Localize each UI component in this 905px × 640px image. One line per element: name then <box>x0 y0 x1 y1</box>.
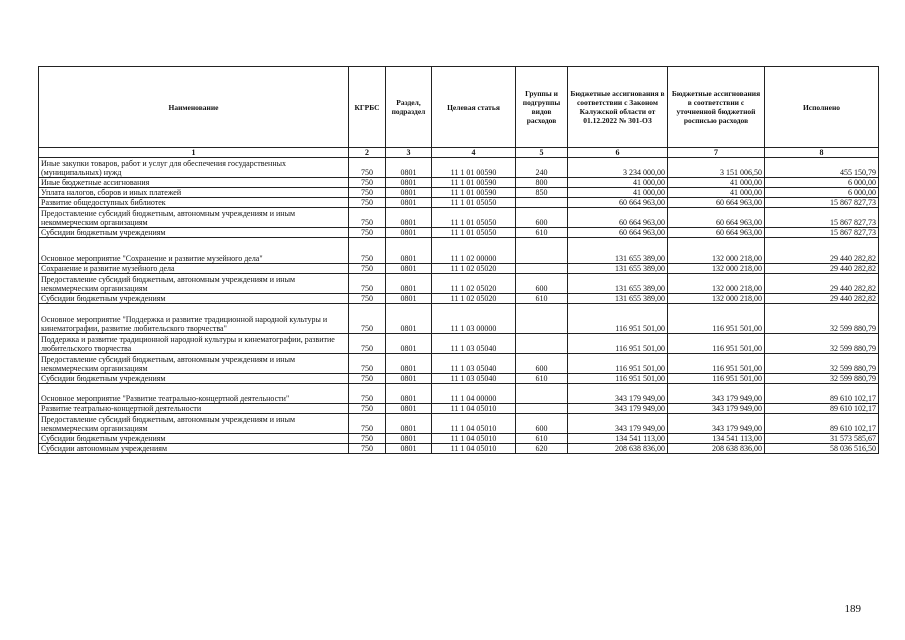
cell-executed-amount: 32 599 880,79 <box>765 354 879 374</box>
cell-kgrbs: 750 <box>349 198 386 208</box>
cell-group: 610 <box>516 228 568 238</box>
cell-law-amount: 131 655 389,00 <box>568 264 668 274</box>
cell-name: Предоставление субсидий бюджетным, автономным учреждениям и иным некоммерческим организациям <box>39 414 349 434</box>
cell-section: 0801 <box>386 158 432 178</box>
cell-target: 11 1 03 05040 <box>432 334 516 354</box>
cell-group <box>516 238 568 264</box>
cell-target: 11 1 01 00590 <box>432 188 516 198</box>
cell-kgrbs: 750 <box>349 384 386 404</box>
cell-target: 11 1 01 05050 <box>432 228 516 238</box>
cell-target: 11 1 01 00590 <box>432 158 516 178</box>
cell-refined-amount: 132 000 218,00 <box>668 238 765 264</box>
cell-group <box>516 404 568 414</box>
cell-executed-amount: 32 599 880,79 <box>765 304 879 334</box>
cell-group: 800 <box>516 178 568 188</box>
cell-section: 0801 <box>386 208 432 228</box>
cell-section: 0801 <box>386 294 432 304</box>
cell-target: 11 1 03 05040 <box>432 374 516 384</box>
cell-group <box>516 198 568 208</box>
cell-kgrbs: 750 <box>349 434 386 444</box>
cell-section: 0801 <box>386 374 432 384</box>
header-group: Группы и подгруппы видов расходов <box>516 67 568 148</box>
cell-kgrbs: 750 <box>349 404 386 414</box>
table-row <box>39 238 879 264</box>
cell-name: Субсидии бюджетным учреждениям <box>39 294 349 304</box>
cell-law-amount: 343 179 949,00 <box>568 414 668 434</box>
cell-kgrbs: 750 <box>349 354 386 374</box>
cell-law-amount: 3 234 000,00 <box>568 158 668 178</box>
cell-section: 0801 <box>386 334 432 354</box>
cell-name: Субсидии бюджетным учреждениям <box>39 374 349 384</box>
cell-refined-amount: 41 000,00 <box>668 188 765 198</box>
cell-kgrbs: 750 <box>349 208 386 228</box>
cell-law-amount: 41 000,00 <box>568 188 668 198</box>
cell-refined-amount: 3 151 006,50 <box>668 158 765 178</box>
header-refined: Бюджетные ассигнования в соответствии с уточненной бюджетной росписью расходов <box>668 67 765 148</box>
table-row <box>39 374 879 384</box>
column-number-row <box>39 148 879 158</box>
cell-name: Сохранение и развитие музейного дела <box>39 264 349 274</box>
cell-target: 11 1 04 05010 <box>432 444 516 454</box>
cell-executed-amount: 29 440 282,82 <box>765 294 879 304</box>
cell-executed-amount: 29 440 282,82 <box>765 274 879 294</box>
cell-executed-amount: 6 000,00 <box>765 188 879 198</box>
table-row <box>39 304 879 334</box>
cell-executed-amount: 32 599 880,79 <box>765 334 879 354</box>
table-row <box>39 384 879 404</box>
cell-name: Иные бюджетные ассигнования <box>39 178 349 188</box>
cell-section: 0801 <box>386 264 432 274</box>
cell-group <box>516 384 568 404</box>
cell-kgrbs: 750 <box>349 188 386 198</box>
cell-group: 600 <box>516 354 568 374</box>
cell-kgrbs: 750 <box>349 264 386 274</box>
cell-group: 610 <box>516 434 568 444</box>
cell-law-amount: 60 664 963,00 <box>568 228 668 238</box>
cell-refined-amount: 132 000 218,00 <box>668 264 765 274</box>
cell-kgrbs: 750 <box>349 374 386 384</box>
cell-executed-amount: 15 867 827,73 <box>765 198 879 208</box>
header-target: Целевая статья <box>432 67 516 148</box>
cell-refined-amount: 60 664 963,00 <box>668 228 765 238</box>
table-row <box>39 188 879 198</box>
cell-refined-amount: 343 179 949,00 <box>668 404 765 414</box>
cell-section: 0801 <box>386 404 432 414</box>
table-row <box>39 178 879 188</box>
header-executed: Исполнено <box>765 67 879 148</box>
header-law: Бюджетные ассигнования в соответствии с Законом Калужской области от 01.12.2022 № 301-ОЗ <box>568 67 668 148</box>
cell-kgrbs: 750 <box>349 158 386 178</box>
cell-target: 11 1 01 00590 <box>432 178 516 188</box>
cell-kgrbs: 750 <box>349 304 386 334</box>
cell-group <box>516 334 568 354</box>
cell-name: Субсидии бюджетным учреждениям <box>39 228 349 238</box>
cell-law-amount: 116 951 501,00 <box>568 354 668 374</box>
table-row <box>39 228 879 238</box>
cell-group: 600 <box>516 414 568 434</box>
cell-kgrbs: 750 <box>349 414 386 434</box>
header-name: Наименование <box>39 67 349 148</box>
cell-executed-amount: 89 610 102,17 <box>765 414 879 434</box>
cell-refined-amount: 60 664 963,00 <box>668 198 765 208</box>
table-row <box>39 274 879 294</box>
cell-law-amount: 131 655 389,00 <box>568 238 668 264</box>
cell-section: 0801 <box>386 434 432 444</box>
table-row <box>39 404 879 414</box>
cell-name: Субсидии бюджетным учреждениям <box>39 434 349 444</box>
budget-table <box>38 66 879 454</box>
cell-refined-amount: 134 541 113,00 <box>668 434 765 444</box>
cell-section: 0801 <box>386 178 432 188</box>
cell-section: 0801 <box>386 198 432 208</box>
table-row <box>39 434 879 444</box>
cell-target: 11 1 04 05010 <box>432 404 516 414</box>
cell-group: 620 <box>516 444 568 454</box>
cell-executed-amount: 89 610 102,17 <box>765 404 879 414</box>
col-number: 6 <box>568 148 668 158</box>
cell-target: 11 1 03 00000 <box>432 304 516 334</box>
cell-target: 11 1 04 05010 <box>432 414 516 434</box>
cell-target: 11 1 02 05020 <box>432 294 516 304</box>
cell-section: 0801 <box>386 188 432 198</box>
header-section: Раздел, подраздел <box>386 67 432 148</box>
cell-group: 600 <box>516 208 568 228</box>
cell-target: 11 1 01 05050 <box>432 198 516 208</box>
table-header <box>39 67 879 158</box>
cell-name: Основное мероприятие "Сохранение и развитие музейного дела" <box>39 238 349 264</box>
page-number: 189 <box>844 603 861 615</box>
cell-refined-amount: 60 664 963,00 <box>668 208 765 228</box>
cell-name: Иные закупки товаров, работ и услуг для обеспечения государственных (муниципальных) нужд <box>39 158 349 178</box>
cell-refined-amount: 132 000 218,00 <box>668 274 765 294</box>
cell-kgrbs: 750 <box>349 274 386 294</box>
cell-law-amount: 60 664 963,00 <box>568 198 668 208</box>
table-row <box>39 354 879 374</box>
cell-refined-amount: 343 179 949,00 <box>668 414 765 434</box>
cell-section: 0801 <box>386 274 432 294</box>
col-number: 7 <box>668 148 765 158</box>
table-body <box>39 158 879 454</box>
cell-law-amount: 131 655 389,00 <box>568 274 668 294</box>
cell-executed-amount: 15 867 827,73 <box>765 228 879 238</box>
cell-executed-amount: 6 000,00 <box>765 178 879 188</box>
cell-refined-amount: 132 000 218,00 <box>668 294 765 304</box>
table-row <box>39 158 879 178</box>
cell-group <box>516 304 568 334</box>
cell-name: Основное мероприятие "Развитие театрально-концертной деятельности" <box>39 384 349 404</box>
cell-group <box>516 264 568 274</box>
header-kgrbs: КГРБС <box>349 67 386 148</box>
cell-law-amount: 116 951 501,00 <box>568 374 668 384</box>
cell-kgrbs: 750 <box>349 334 386 354</box>
cell-kgrbs: 750 <box>349 178 386 188</box>
cell-name: Предоставление субсидий бюджетным, автономным учреждениям и иным некоммерческим организациям <box>39 354 349 374</box>
table-row <box>39 334 879 354</box>
col-number: 3 <box>386 148 432 158</box>
table-row <box>39 294 879 304</box>
cell-law-amount: 116 951 501,00 <box>568 334 668 354</box>
cell-law-amount: 60 664 963,00 <box>568 208 668 228</box>
cell-executed-amount: 89 610 102,17 <box>765 384 879 404</box>
cell-kgrbs: 750 <box>349 444 386 454</box>
cell-law-amount: 116 951 501,00 <box>568 304 668 334</box>
cell-section: 0801 <box>386 384 432 404</box>
cell-law-amount: 41 000,00 <box>568 178 668 188</box>
cell-law-amount: 343 179 949,00 <box>568 384 668 404</box>
cell-name: Предоставление субсидий бюджетным, автономным учреждениям и иным некоммерческим организациям <box>39 274 349 294</box>
cell-refined-amount: 116 951 501,00 <box>668 374 765 384</box>
cell-name: Предоставление субсидий бюджетным, автономным учреждениям и иным некоммерческим организациям <box>39 208 349 228</box>
cell-refined-amount: 41 000,00 <box>668 178 765 188</box>
cell-target: 11 1 02 05020 <box>432 274 516 294</box>
cell-executed-amount: 15 867 827,73 <box>765 208 879 228</box>
cell-executed-amount: 58 036 516,50 <box>765 444 879 454</box>
col-number: 8 <box>765 148 879 158</box>
cell-kgrbs: 750 <box>349 294 386 304</box>
table-row <box>39 198 879 208</box>
cell-name: Основное мероприятие "Поддержка и развитие традиционной народной культуры и кинематографии, развитие любительского творчества" <box>39 304 349 334</box>
budget-table-container <box>38 66 879 454</box>
col-number: 4 <box>432 148 516 158</box>
table-row <box>39 414 879 434</box>
cell-refined-amount: 116 951 501,00 <box>668 304 765 334</box>
cell-section: 0801 <box>386 238 432 264</box>
cell-target: 11 1 03 05040 <box>432 354 516 374</box>
cell-law-amount: 208 638 836,00 <box>568 444 668 454</box>
cell-name: Субсидии автономным учреждениям <box>39 444 349 454</box>
col-number: 2 <box>349 148 386 158</box>
cell-section: 0801 <box>386 444 432 454</box>
cell-refined-amount: 116 951 501,00 <box>668 334 765 354</box>
cell-law-amount: 134 541 113,00 <box>568 434 668 444</box>
cell-group: 610 <box>516 374 568 384</box>
cell-section: 0801 <box>386 414 432 434</box>
cell-target: 11 1 01 05050 <box>432 208 516 228</box>
cell-kgrbs: 750 <box>349 228 386 238</box>
cell-executed-amount: 29 440 282,82 <box>765 238 879 264</box>
cell-law-amount: 131 655 389,00 <box>568 294 668 304</box>
col-number: 1 <box>39 148 349 158</box>
cell-executed-amount: 32 599 880,79 <box>765 374 879 384</box>
cell-section: 0801 <box>386 228 432 238</box>
cell-group: 600 <box>516 274 568 294</box>
cell-executed-amount: 31 573 585,67 <box>765 434 879 444</box>
cell-refined-amount: 116 951 501,00 <box>668 354 765 374</box>
cell-refined-amount: 208 638 836,00 <box>668 444 765 454</box>
cell-section: 0801 <box>386 354 432 374</box>
cell-executed-amount: 455 150,79 <box>765 158 879 178</box>
col-number: 5 <box>516 148 568 158</box>
cell-target: 11 1 04 00000 <box>432 384 516 404</box>
cell-kgrbs: 750 <box>349 238 386 264</box>
cell-target: 11 1 02 05020 <box>432 264 516 274</box>
cell-refined-amount: 343 179 949,00 <box>668 384 765 404</box>
cell-section: 0801 <box>386 304 432 334</box>
cell-name: Поддержка и развитие традиционной народной культуры и кинематографии, развитие любительского творчества <box>39 334 349 354</box>
cell-name: Развитие театрально-концертной деятельности <box>39 404 349 414</box>
cell-target: 11 1 04 05010 <box>432 434 516 444</box>
header-row <box>39 67 879 148</box>
cell-group: 240 <box>516 158 568 178</box>
cell-name: Развитие общедоступных библиотек <box>39 198 349 208</box>
cell-group: 610 <box>516 294 568 304</box>
cell-target: 11 1 02 00000 <box>432 238 516 264</box>
table-row <box>39 264 879 274</box>
cell-group: 850 <box>516 188 568 198</box>
table-row <box>39 208 879 228</box>
cell-executed-amount: 29 440 282,82 <box>765 264 879 274</box>
cell-name: Уплата налогов, сборов и иных платежей <box>39 188 349 198</box>
table-row <box>39 444 879 454</box>
cell-law-amount: 343 179 949,00 <box>568 404 668 414</box>
